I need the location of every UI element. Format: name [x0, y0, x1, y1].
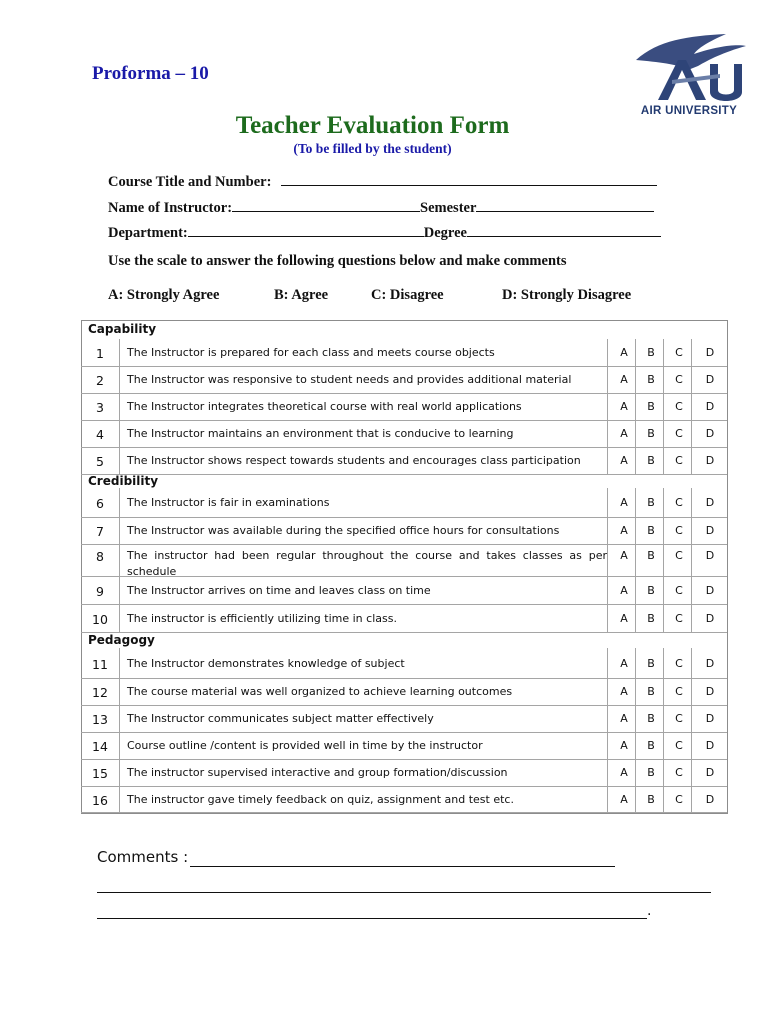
option-d[interactable]: D — [705, 496, 715, 509]
question-number: 7 — [96, 524, 104, 539]
option-c[interactable]: C — [675, 612, 683, 625]
column-divider — [691, 732, 692, 759]
option-a[interactable]: A — [620, 739, 628, 752]
column-divider — [663, 366, 664, 393]
option-a[interactable]: A — [620, 454, 628, 467]
column-divider — [691, 339, 692, 366]
column-divider — [607, 786, 608, 812]
option-a[interactable]: A — [620, 793, 628, 806]
column-divider — [663, 339, 664, 366]
option-b[interactable]: B — [647, 549, 655, 562]
option-b[interactable]: B — [647, 739, 655, 752]
option-c[interactable]: C — [675, 712, 683, 725]
question-text: Course outline /content is provided well in time by the instructor — [127, 739, 483, 752]
column-divider — [635, 420, 636, 447]
column-divider — [635, 648, 636, 678]
scale-b: B: Agree — [274, 287, 329, 303]
column-divider — [119, 732, 120, 759]
column-divider — [119, 339, 120, 366]
column-divider — [691, 678, 692, 705]
question-text: The Instructor communicates subject matter effectively — [127, 712, 434, 725]
option-d[interactable]: D — [705, 612, 715, 625]
column-divider — [635, 366, 636, 393]
column-divider — [691, 393, 692, 420]
option-b[interactable]: B — [647, 657, 655, 670]
option-a[interactable]: A — [620, 712, 628, 725]
table-row — [81, 339, 727, 367]
column-divider — [691, 420, 692, 447]
option-d[interactable]: D — [705, 524, 715, 537]
course-title-field[interactable] — [108, 173, 657, 191]
option-c[interactable]: C — [675, 496, 683, 509]
column-divider — [691, 604, 692, 632]
column-divider — [607, 339, 608, 366]
table-row — [81, 393, 727, 421]
option-c[interactable]: C — [675, 739, 683, 752]
column-divider — [607, 604, 608, 632]
instructor-field[interactable] — [108, 199, 654, 217]
option-b[interactable]: B — [647, 373, 655, 386]
scale-d: D: Strongly Disagree — [502, 287, 632, 303]
column-divider — [119, 488, 120, 517]
column-divider — [119, 447, 120, 474]
column-divider — [663, 678, 664, 705]
option-b[interactable]: B — [647, 793, 655, 806]
question-text: The Instructor is prepared for each class and meets course objects — [127, 346, 495, 359]
table-row — [81, 705, 727, 733]
option-d[interactable]: D — [705, 793, 715, 806]
column-divider — [663, 488, 664, 517]
comments-line-3[interactable] — [97, 918, 647, 919]
column-divider — [663, 759, 664, 786]
option-c[interactable]: C — [675, 685, 683, 698]
column-divider — [607, 732, 608, 759]
question-text: The Instructor shows respect towards students and encourages class participation — [127, 454, 581, 467]
option-b[interactable]: B — [647, 584, 655, 597]
column-divider — [663, 447, 664, 474]
option-b[interactable]: B — [647, 454, 655, 467]
form-title: Teacher Evaluation Form — [235, 112, 510, 139]
column-divider — [607, 517, 608, 544]
question-text: The Instructor is fair in examinations — [127, 496, 330, 509]
question-number: 3 — [96, 400, 104, 415]
option-a[interactable]: A — [620, 584, 628, 597]
column-divider — [663, 517, 664, 544]
column-divider — [663, 393, 664, 420]
comments-end-mark: . — [647, 903, 652, 919]
option-c[interactable]: C — [675, 766, 683, 779]
question-text: The instructor had been regular throughout the course and takes classes as per schedule — [127, 549, 607, 578]
column-divider — [119, 705, 120, 732]
column-divider — [119, 648, 120, 678]
option-c[interactable]: C — [675, 427, 683, 440]
column-divider — [607, 648, 608, 678]
question-number: 5 — [96, 454, 104, 469]
column-divider — [691, 544, 692, 576]
column-divider — [607, 759, 608, 786]
column-divider — [691, 759, 692, 786]
column-divider — [635, 678, 636, 705]
table-row — [81, 420, 727, 448]
column-divider — [635, 488, 636, 517]
question-text: The Instructor demonstrates knowledge of subject — [127, 657, 405, 670]
column-divider — [691, 488, 692, 517]
option-a[interactable]: A — [620, 612, 628, 625]
column-divider — [119, 366, 120, 393]
column-divider — [119, 678, 120, 705]
option-c[interactable]: C — [675, 657, 683, 670]
option-b[interactable]: B — [647, 524, 655, 537]
column-divider — [635, 339, 636, 366]
form-subtitle: (To be filled by the student) — [293, 141, 452, 156]
table-row — [81, 576, 727, 605]
column-divider — [635, 705, 636, 732]
option-c[interactable]: C — [675, 793, 683, 806]
option-d[interactable]: D — [705, 346, 715, 359]
option-a[interactable]: A — [620, 427, 628, 440]
column-divider — [691, 576, 692, 604]
option-d[interactable]: D — [705, 657, 715, 670]
question-number: 9 — [96, 584, 104, 599]
table-row — [81, 759, 727, 787]
instructor-label: Name of Instructor: — [108, 200, 233, 216]
question-text: The Instructor was available during the specified office hours for consultations — [127, 524, 560, 537]
department-field[interactable] — [108, 224, 661, 242]
department-line[interactable] — [188, 224, 424, 237]
question-text: The Instructor maintains an environment that is conducive to learning — [127, 427, 514, 440]
eagle-logo-icon — [628, 30, 750, 110]
comments-line-1[interactable] — [190, 866, 615, 867]
question-number: 1 — [96, 346, 104, 361]
option-a[interactable]: A — [620, 346, 628, 359]
question-number: 14 — [92, 739, 108, 754]
scale-c: C: Disagree — [371, 287, 444, 303]
question-text: The course material was well organized to achieve learning outcomes — [127, 685, 513, 698]
table-row — [81, 732, 727, 760]
column-divider — [635, 786, 636, 812]
course-title-label: Course Title and Number: — [108, 174, 272, 190]
option-b[interactable]: B — [647, 400, 655, 413]
column-divider — [635, 604, 636, 632]
question-text: The instructor gave timely feedback on quiz, assignment and test etc. — [127, 793, 514, 806]
table-row — [81, 604, 727, 633]
question-text: The Instructor was responsive to student needs and provides additional material — [127, 373, 572, 386]
section-label-pedagogy: Pedagogy — [88, 633, 155, 647]
scale-a: A: Strongly Agree — [108, 287, 220, 303]
table-row — [81, 678, 727, 706]
question-number: 11 — [92, 657, 108, 672]
semester-line[interactable] — [476, 199, 654, 212]
column-divider — [119, 786, 120, 812]
column-divider — [635, 759, 636, 786]
column-divider — [691, 447, 692, 474]
option-d[interactable]: D — [705, 400, 715, 413]
column-divider — [663, 705, 664, 732]
comments-label: Comments : — [97, 848, 189, 866]
column-divider — [635, 576, 636, 604]
option-c[interactable]: C — [675, 373, 683, 386]
option-b[interactable]: B — [647, 612, 655, 625]
option-b[interactable]: B — [647, 427, 655, 440]
option-b[interactable]: B — [647, 346, 655, 359]
column-divider — [635, 447, 636, 474]
column-divider — [691, 786, 692, 812]
question-text: The Instructor arrives on time and leaves class on time — [127, 584, 431, 597]
option-b[interactable]: B — [647, 766, 655, 779]
table-row — [81, 786, 727, 813]
question-number: 8 — [96, 549, 104, 564]
table-row — [81, 447, 727, 475]
option-c[interactable]: C — [675, 524, 683, 537]
column-divider — [607, 420, 608, 447]
column-divider — [635, 544, 636, 576]
column-divider — [691, 705, 692, 732]
column-divider — [691, 366, 692, 393]
question-number: 15 — [92, 766, 108, 781]
question-number: 4 — [96, 427, 104, 442]
column-divider — [635, 732, 636, 759]
option-c[interactable]: C — [675, 584, 683, 597]
column-divider — [663, 648, 664, 678]
column-divider — [663, 420, 664, 447]
table-row — [81, 366, 727, 394]
section-label-credibility: Credibility — [88, 474, 159, 488]
column-divider — [607, 705, 608, 732]
option-a[interactable]: A — [620, 524, 628, 537]
column-divider — [663, 604, 664, 632]
option-d[interactable]: D — [705, 685, 715, 698]
column-divider — [663, 576, 664, 604]
column-divider — [607, 576, 608, 604]
logo-text: AIR UNIVERSITY — [640, 105, 738, 117]
question-number: 16 — [92, 793, 108, 808]
question-number: 10 — [92, 612, 108, 627]
degree-line[interactable] — [467, 224, 661, 237]
column-divider — [119, 517, 120, 544]
question-number: 12 — [92, 685, 108, 700]
column-divider — [119, 420, 120, 447]
option-d[interactable]: D — [705, 712, 715, 725]
option-a[interactable]: A — [620, 496, 628, 509]
option-b[interactable]: B — [647, 496, 655, 509]
column-divider — [607, 488, 608, 517]
column-divider — [607, 447, 608, 474]
comments-line-2[interactable] — [97, 892, 711, 893]
department-label: Department: — [108, 225, 188, 241]
option-d[interactable]: D — [705, 549, 715, 562]
option-a[interactable]: A — [620, 685, 628, 698]
column-divider — [119, 393, 120, 420]
option-d[interactable]: D — [705, 766, 715, 779]
column-divider — [663, 544, 664, 576]
column-divider — [691, 648, 692, 678]
option-c[interactable]: C — [675, 549, 683, 562]
option-a[interactable]: A — [620, 373, 628, 386]
instructor-line[interactable] — [232, 199, 420, 212]
question-text: The instructor supervised interactive and group formation/discussion — [127, 766, 508, 779]
option-d[interactable]: D — [705, 427, 715, 440]
option-d[interactable]: D — [705, 373, 715, 386]
option-a[interactable]: A — [620, 400, 628, 413]
proforma-label: Proforma – 10 — [92, 63, 209, 84]
column-divider — [663, 732, 664, 759]
option-d[interactable]: D — [705, 584, 715, 597]
column-divider — [119, 576, 120, 604]
question-text: The instructor is efficiently utilizing time in class. — [127, 612, 397, 625]
option-a[interactable]: A — [620, 657, 628, 670]
column-divider — [607, 544, 608, 576]
column-divider — [607, 366, 608, 393]
option-d[interactable]: D — [705, 454, 715, 467]
course-title-line[interactable] — [281, 173, 657, 186]
column-divider — [119, 759, 120, 786]
option-b[interactable]: B — [647, 685, 655, 698]
option-d[interactable]: D — [705, 739, 715, 752]
column-divider — [119, 544, 120, 576]
table-row — [81, 517, 727, 545]
column-divider — [635, 393, 636, 420]
column-divider — [691, 517, 692, 544]
option-c[interactable]: C — [675, 454, 683, 467]
table-row — [81, 488, 727, 518]
option-c[interactable]: C — [675, 346, 683, 359]
column-divider — [119, 604, 120, 632]
column-divider — [607, 678, 608, 705]
option-a[interactable]: A — [620, 549, 628, 562]
column-divider — [607, 393, 608, 420]
question-number: 6 — [96, 496, 104, 511]
option-a[interactable]: A — [620, 766, 628, 779]
option-b[interactable]: B — [647, 712, 655, 725]
question-text: The Instructor integrates theoretical course with real world applications — [127, 400, 522, 413]
column-divider — [635, 517, 636, 544]
scale-instructions: Use the scale to answer the following questions below and make comments — [108, 253, 567, 269]
question-number: 2 — [96, 373, 104, 388]
semester-label: Semester — [420, 200, 477, 216]
table-row — [81, 544, 727, 577]
section-label-capability: Capability — [88, 322, 157, 336]
degree-label: Degree — [423, 225, 467, 241]
air-university-logo — [628, 30, 750, 122]
question-number: 13 — [92, 712, 108, 727]
column-divider — [663, 786, 664, 812]
table-row — [81, 648, 727, 679]
option-c[interactable]: C — [675, 400, 683, 413]
